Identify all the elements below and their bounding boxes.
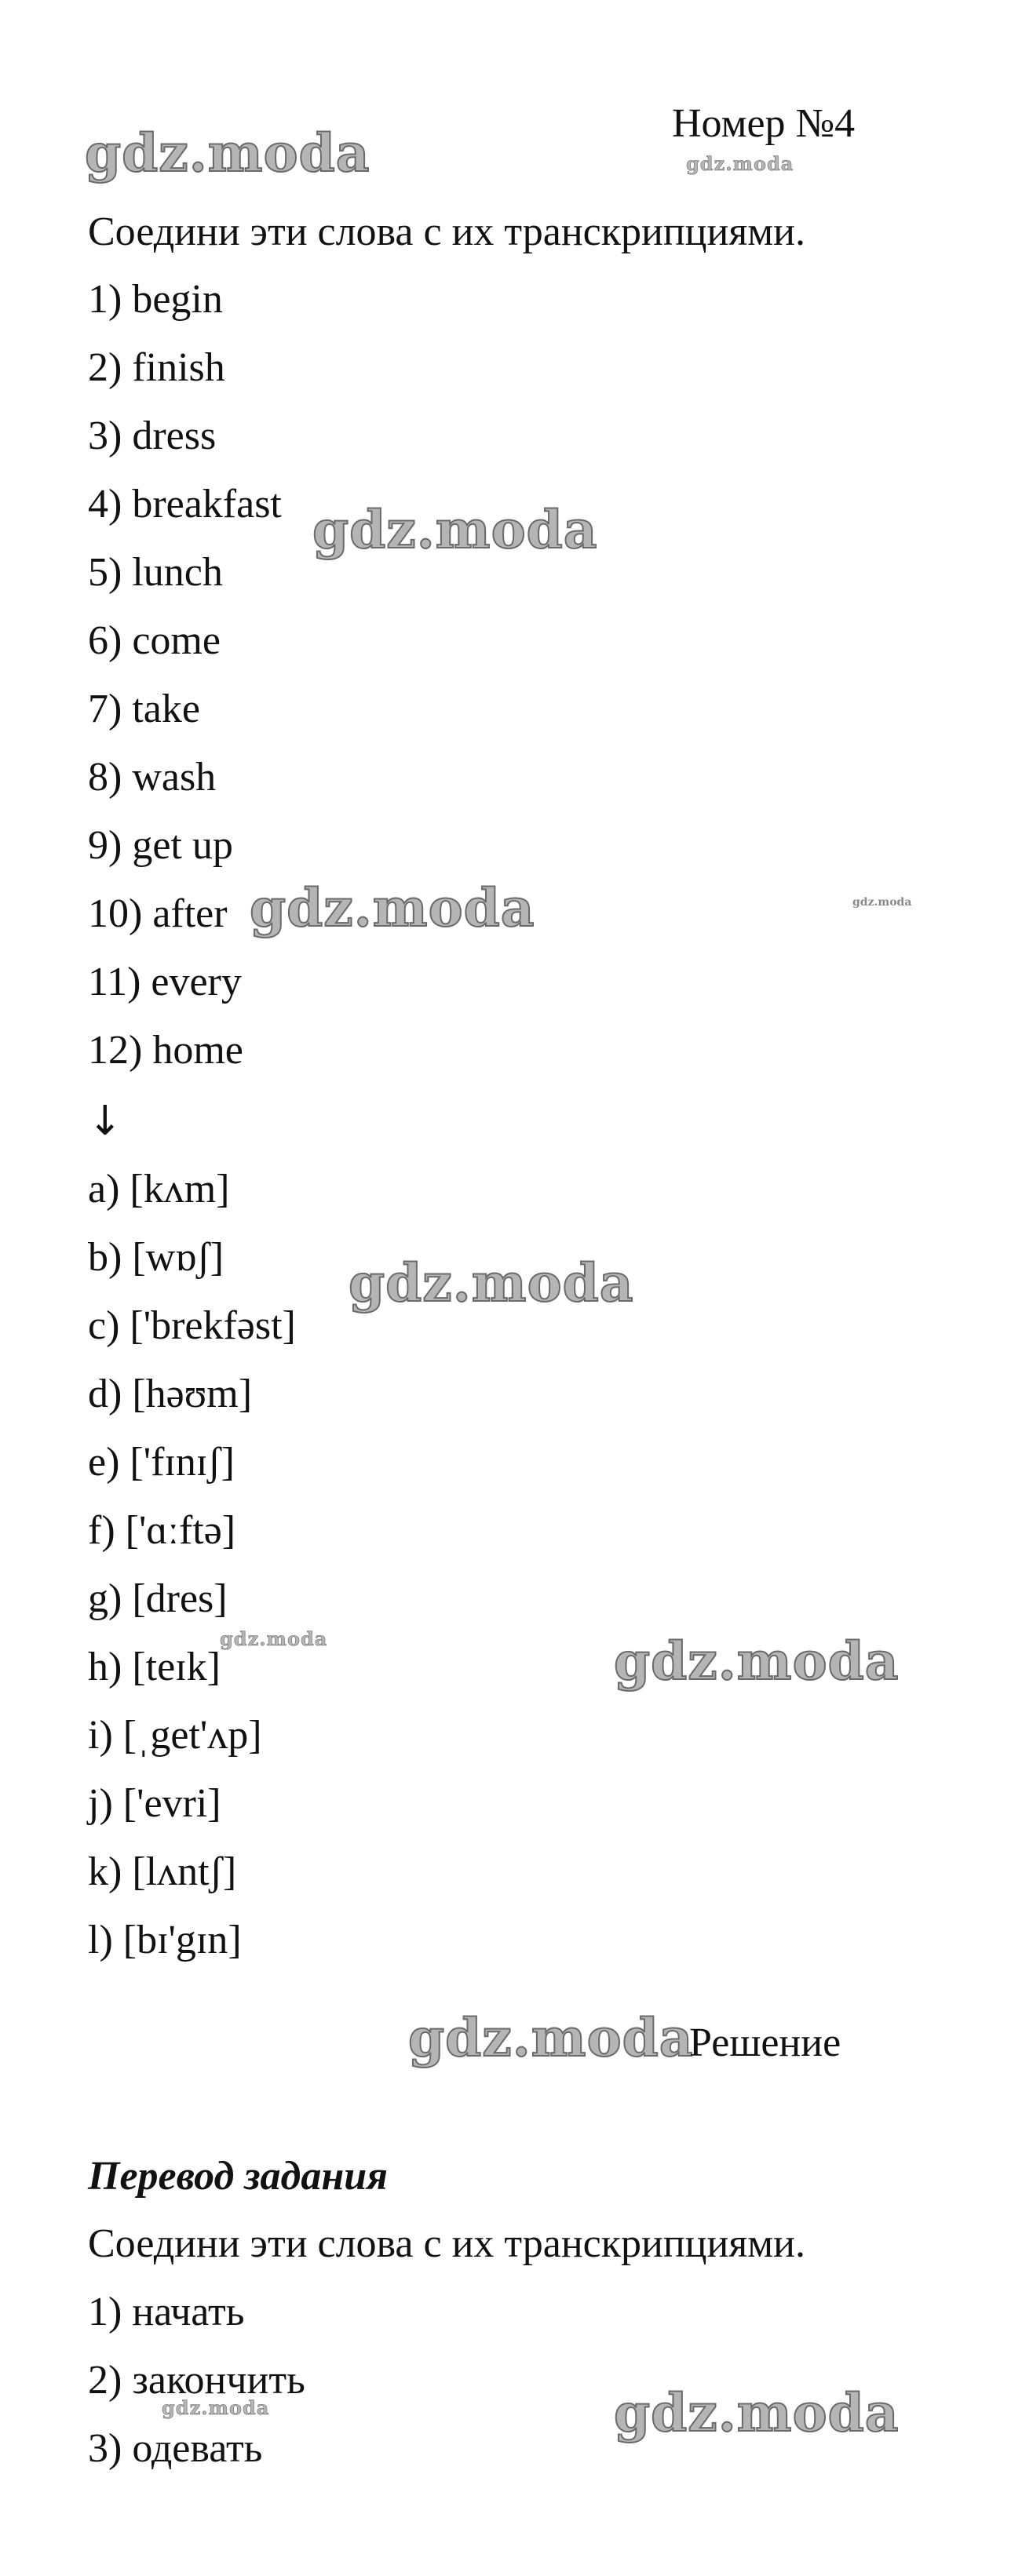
word-item: 5) lunch: [88, 550, 223, 595]
word-item: 1) begin: [88, 277, 223, 322]
translation-word-item: 2) закончить: [88, 2358, 305, 2403]
word-item: 2) finish: [88, 345, 225, 390]
transcription-item: k) [lʌntʃ]: [88, 1849, 237, 1894]
transcription-item: a) [kʌm]: [88, 1167, 230, 1211]
word-item: 7) take: [88, 687, 200, 731]
transcription-item: l) [bɪ'gɪn]: [88, 1918, 242, 1962]
translation-heading: Перевод задания: [88, 2154, 388, 2199]
word-item: 4) breakfast: [88, 482, 282, 526]
watermark-logo: gdz.moda: [852, 896, 912, 909]
watermark-logo: gdz.moda: [614, 2382, 900, 2443]
transcription-item: h) [teɪk]: [88, 1645, 221, 1689]
word-item: 12) home: [88, 1028, 243, 1073]
transcription-item: f) ['ɑːftə]: [88, 1508, 236, 1553]
translation-word-item: 3) одевать: [88, 2426, 263, 2471]
watermark-logo: gdz.moda: [250, 877, 535, 938]
watermark-logo: gdz.moda: [614, 1630, 900, 1692]
task-number-title: Номер №4: [672, 101, 856, 146]
watermark-logo: gdz.moda: [686, 152, 794, 175]
word-item: 8) wash: [88, 755, 217, 800]
solution-label: Решение: [689, 2020, 841, 2065]
watermark-logo: gdz.moda: [349, 1252, 634, 1314]
word-item: 11) every: [88, 960, 242, 1004]
transcription-item: b) [wɒʃ]: [88, 1235, 224, 1280]
translation-word-item: 1) начать: [88, 2290, 245, 2334]
word-item: 9) get up: [88, 823, 233, 868]
down-arrow-icon: ↓: [88, 1098, 122, 1145]
word-item: 10) after: [88, 891, 228, 936]
word-item: 6) come: [88, 618, 221, 663]
watermark-logo: gdz.moda: [85, 122, 370, 184]
word-item: 3) dress: [88, 414, 217, 458]
translation-instruction: Соедини эти слова с их транскрипциями.: [88, 2221, 805, 2266]
transcription-item: d) [həʊm]: [88, 1372, 253, 1416]
watermark-logo: gdz.moda: [220, 1627, 328, 1650]
watermark-logo: gdz.moda: [162, 2396, 270, 2419]
transcription-item: i) [ˌget'ʌp]: [88, 1713, 262, 1758]
watermark-logo: gdz.moda: [312, 499, 598, 560]
transcription-item: e) ['fɪnɪʃ]: [88, 1440, 235, 1485]
watermark-logo: gdz.moda: [408, 2007, 694, 2068]
task-instruction: Соедини эти слова с их транскрипциями.: [88, 210, 805, 254]
transcription-item: g) [dres]: [88, 1576, 228, 1621]
transcription-item: c) ['brekfəst]: [88, 1303, 296, 1348]
transcription-item: j) ['evri]: [88, 1781, 221, 1826]
